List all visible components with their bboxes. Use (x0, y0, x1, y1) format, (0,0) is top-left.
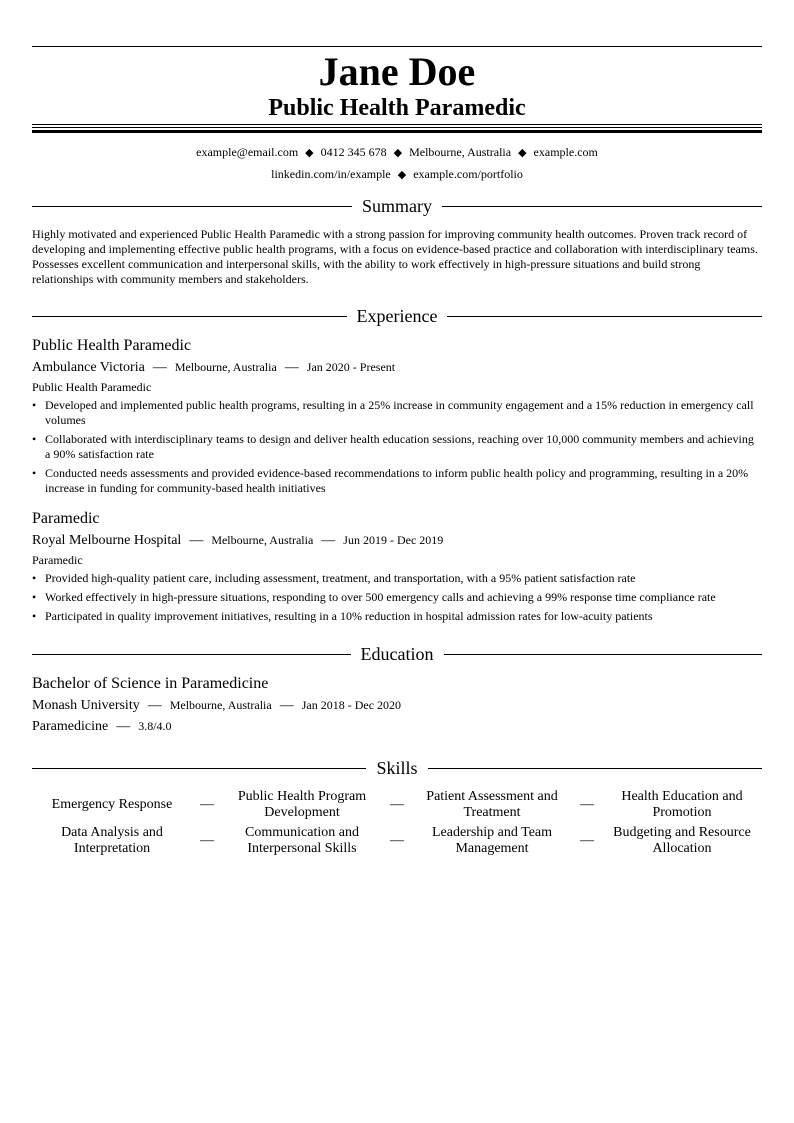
skill-separator: — (580, 797, 594, 812)
education-location: Melbourne, Australia (169, 698, 272, 712)
contact-block (32, 142, 762, 186)
resume-page (32, 46, 762, 857)
skill-item: Health Education and Promotion (621, 789, 743, 820)
job-company: Ambulance Victoria (32, 360, 145, 375)
diamond-icon: ◆ (393, 147, 403, 159)
list-item: • Developed and implemented public health programs, resulting in a 25% increase in community engagement and a 15% reduction in emergency call volumes (32, 398, 754, 427)
diamond-icon: ◆ (397, 169, 407, 181)
education-entry (32, 674, 762, 736)
skill-item: Emergency Response (51, 797, 173, 812)
education-meta: Monash University — Melbourne, Australia — Jan 2018 - Dec 2020 (32, 698, 402, 713)
job-dates: Jan 2020 - Present (306, 360, 396, 374)
skill-separator: — (390, 833, 404, 848)
summary-section-header (32, 195, 762, 217)
summary-text: Highly motivated and experienced Public Health Paramedic with a strong passion for improving community health outcomes. Proven track record of developing and implementing effective public health programs, with a focus on evidence-based practice and collaboration with interdisciplinary teams. Possesses excellent communication and interpersonal skills, with the ability to work effectively in high-pressure situations and build strong relationships with community members and stakeholders. (32, 227, 758, 286)
contact-email[interactable]: example@email.com (196, 145, 299, 159)
education-dates: Jan 2018 - Dec 2020 (301, 698, 402, 712)
candidate-headline: Public Health Paramedic (268, 95, 526, 121)
experience-heading: Experience (356, 306, 438, 326)
skill-item: Leadership and Team Management (431, 825, 553, 856)
list-item: • Worked effectively in high-pressure situations, responding to over 500 emergency calls and achieving a 99% response time compliance rate (32, 590, 716, 604)
contact-line-2 (32, 164, 762, 186)
job-dates: Jun 2019 - Dec 2019 (343, 533, 444, 547)
education-heading: Education (360, 644, 434, 664)
skill-separator: — (200, 797, 214, 812)
job-meta: Ambulance Victoria — Melbourne, Australia — Jan 2020 - Present (32, 360, 396, 375)
skill-separator: — (580, 833, 594, 848)
job-entry (32, 509, 762, 624)
job-company: Royal Melbourne Hospital (32, 533, 182, 548)
diamond-icon: ◆ (518, 147, 527, 159)
job-role: Paramedic (32, 553, 83, 567)
experience-section-header (32, 305, 762, 327)
candidate-name: Jane Doe (318, 49, 476, 94)
skills-grid (32, 789, 762, 857)
education-field: Paramedicine (32, 719, 109, 734)
job-bullets (32, 571, 762, 624)
top-rule (32, 46, 762, 47)
diamond-icon: ◆ (305, 147, 314, 159)
job-location: Melbourne, Australia (174, 360, 277, 374)
job-role: Public Health Paramedic (32, 380, 152, 394)
skills-section-header (32, 757, 762, 779)
contact-portfolio[interactable]: example.com/portfolio (413, 167, 523, 181)
skill-item: Data Analysis and Interpretation (61, 825, 163, 856)
skill-item: Communication and Interpersonal Skills (245, 825, 359, 856)
job-entry (32, 336, 762, 496)
list-item: • Conducted needs assessments and provided evidence-based recommendations to inform public health policy and programming, resulting in a 20% increase in funding for community-based health initiatives (32, 466, 749, 495)
contact-linkedin[interactable]: linkedin.com/in/example (271, 167, 391, 181)
education-section-header (32, 643, 762, 665)
skill-item: Budgeting and Resource Allocation (613, 825, 751, 856)
skill-item: Public Health Program Development (237, 789, 367, 820)
education-institution: Monash University (32, 698, 140, 713)
skill-separator: — (200, 833, 214, 848)
contact-location: Melbourne, Australia (409, 145, 512, 159)
skill-separator: — (390, 797, 404, 812)
list-item: • Participated in quality improvement initiatives, resulting in a 10% reduction in hospital admission rates for low-acuity patients (32, 609, 653, 623)
job-title: Paramedic (32, 510, 100, 527)
job-meta: Royal Melbourne Hospital — Melbourne, Australia — Jun 2019 - Dec 2019 (32, 533, 444, 548)
education-gpa: 3.8/4.0 (138, 719, 172, 733)
header-divider (32, 124, 762, 133)
job-bullets (32, 398, 762, 496)
job-location: Melbourne, Australia (211, 533, 314, 547)
skill-item: Patient Assessment and Treatment (426, 789, 558, 820)
education-field-line: Paramedicine — 3.8/4.0 (32, 719, 172, 734)
skills-heading: Skills (376, 758, 418, 778)
summary-heading: Summary (362, 196, 432, 216)
contact-website[interactable]: example.com (533, 145, 598, 159)
contact-line-1 (32, 142, 762, 164)
education-degree: Bachelor of Science in Paramedicine (32, 675, 269, 692)
list-item: • Provided high-quality patient care, including assessment, treatment, and transportation, with a 95% patient satisfaction rate (32, 571, 636, 585)
list-item: • Collaborated with interdisciplinary teams to design and deliver health education sessions, reaching over 10,000 community members and achieving a 90% satisfaction rate (32, 432, 754, 461)
job-title: Public Health Paramedic (32, 337, 192, 354)
contact-phone[interactable]: 0412 345 678 (320, 145, 387, 159)
